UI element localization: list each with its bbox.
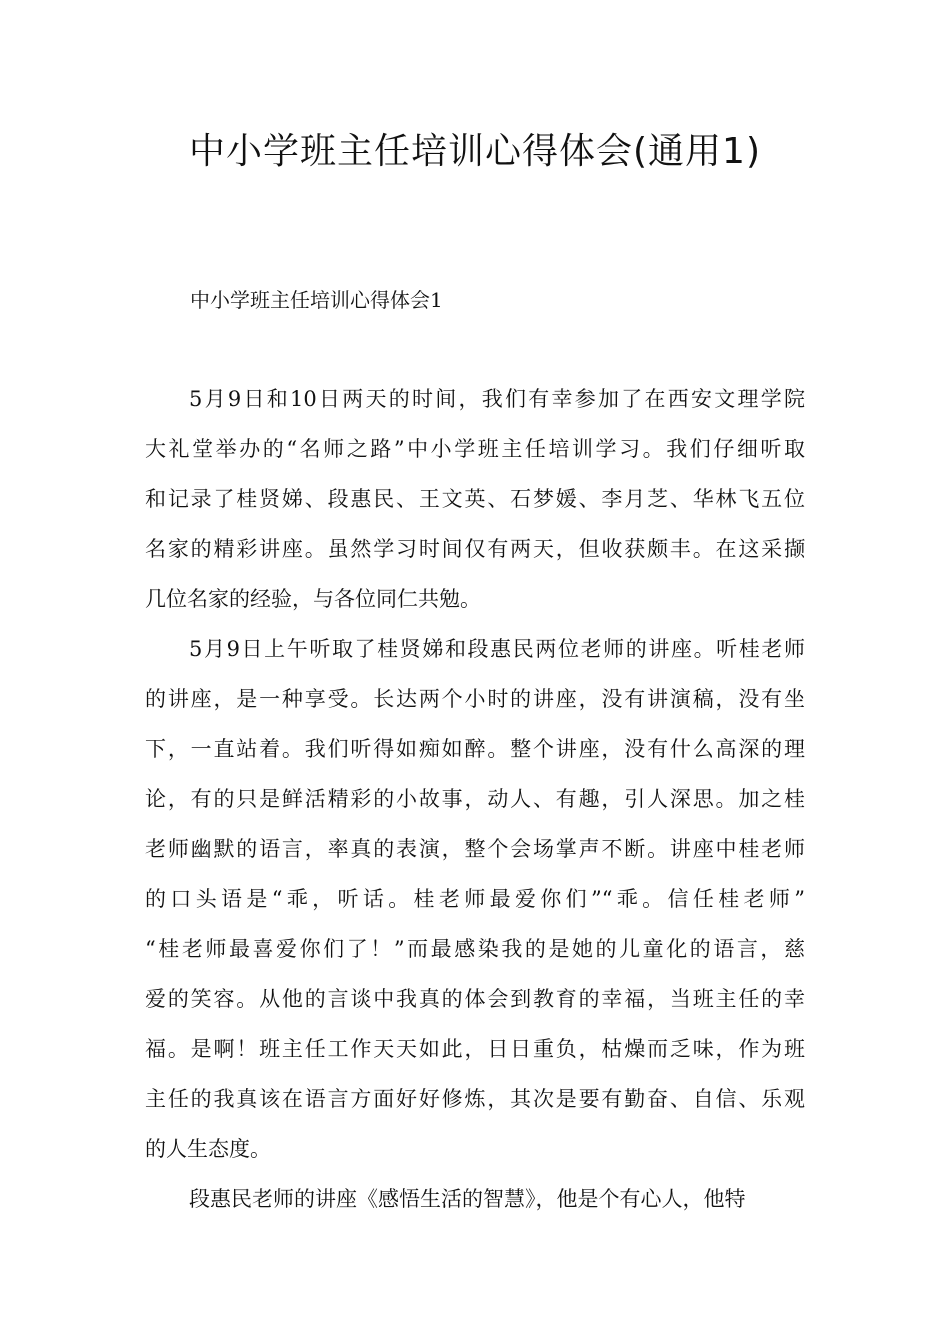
text-line: 5月9日和10日两天的时间，我们有幸参加了在西安文理学院 [189,387,805,411]
paragraph-2 [145,630,805,1180]
text-line: 爱的笑容。从他的言谈中我真的体会到教育的幸福，当班主任的幸 [145,987,805,1011]
document-title: 中小学班主任培训心得体会(通用1) [189,131,761,172]
text-line: 段惠民老师的讲座《感悟生活的智慧》，他是个有心人，他特 [189,1187,746,1211]
text-line: 几位名家的经验，与各位同仁共勉。 [145,587,481,611]
text-line: 名家的精彩讲座。虽然学习时间仅有两天，但收获颇丰。在这采撷 [145,537,805,561]
paragraph-1 [145,380,805,630]
text-line: 的讲座，是一种享受。长达两个小时的讲座，没有讲演稿，没有坐 [145,687,805,711]
text-line: 下，一直站着。我们听得如痴如醉。整个讲座，没有什么高深的理 [145,737,805,761]
paragraph-3 [145,1180,805,1230]
text-line: 的人生态度。 [145,1137,271,1161]
text-line: 的口头语是“乖，听话。桂老师最爱你们”“乖。信任桂老师” [145,887,805,911]
document-body [145,380,805,1230]
text-line: 论，有的只是鲜活精彩的小故事，动人、有趣，引人深思。加之桂 [145,787,805,811]
section-heading: 中小学班主任培训心得体会1 [190,288,443,312]
text-line: 5月9日上午听取了桂贤娣和段惠民两位老师的讲座。听桂老师 [189,637,805,661]
text-line: 大礼堂举办的“名师之路”中小学班主任培训学习。我们仔细听取 [145,437,805,461]
text-line: 老师幽默的语言，率真的表演，整个会场掌声不断。讲座中桂老师 [145,837,805,861]
text-line: 主任的我真该在语言方面好好修炼，其次是要有勤奋、自信、乐观 [145,1087,805,1111]
text-line: “桂老师最喜爱你们了！”而最感染我的是她的儿童化的语言，慈 [145,937,805,961]
text-line: 和记录了桂贤娣、段惠民、王文英、石梦媛、李月芝、华林飞五位 [145,487,805,511]
text-line: 福。是啊！班主任工作天天如此，日日重负，枯燥而乏味，作为班 [145,1037,805,1061]
